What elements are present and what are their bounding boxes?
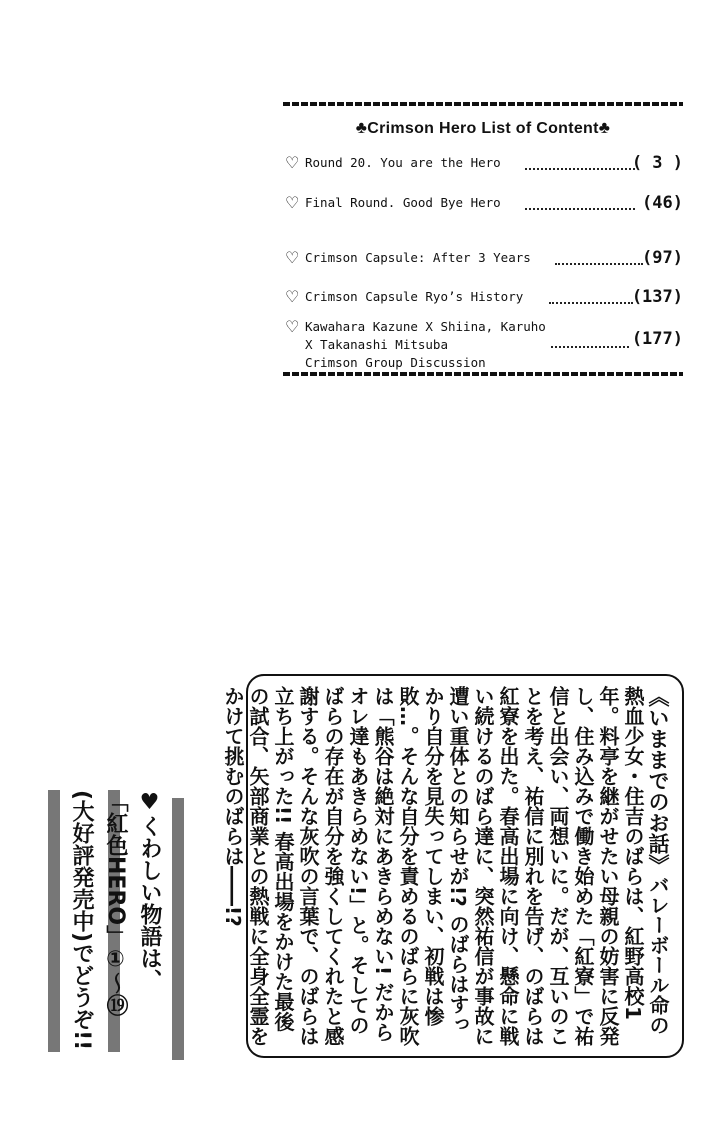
leader-dots <box>549 284 633 304</box>
leader-dots <box>555 245 643 265</box>
leader-dots <box>551 328 629 348</box>
toc-entry-title: Kawahara Kazune X Shiina, Karuho <box>305 319 546 334</box>
promo-line-2: 「紅色HERO」①〜⑲ <box>103 790 128 1017</box>
gray-bar <box>48 790 60 1052</box>
toc-entry-page: (137) <box>631 287 683 307</box>
gray-bar <box>172 798 184 1060</box>
toc-entry-page: (177) <box>631 329 683 349</box>
club-icon-left: ♣ <box>355 118 368 137</box>
toc-title-text: Crimson Hero List of Content <box>367 120 599 137</box>
story-body: バレーボール命の熱血少女・住吉のばらは、紅野高校1年。料亭を継がせたい母親の妨害に反発し、住み込みで働き始めた「紅寮」で祐信と出会い、両想いに。だが、互いのことを考え、祐信に別れを告げ、のばらは紅寮を出た。春高出場に向け、懸命に戦い続けるのばら達に、突然祐信が事故に遭い重体との知らせが!? のばらはすっかり自分を見失ってしまい、初戦は惨敗…。そんな自分を責めるのばらに灰吹は「熊谷は絶対にあきらめない! だからオレ達もあきらめない!」と。そしてのばらの存在が自分を強くしてくれたと感謝する。そんな灰吹の言葉で、のばらは立ち上がった!! 春高出場をかけた最後の試合、矢部商業との熱戦に全身全霊をかけて挑むのばらは――!? <box>221 686 670 1046</box>
toc-entry-title: Round 20. You are the Hero <box>305 155 501 170</box>
dashed-rule-top <box>283 102 683 106</box>
leader-dots <box>525 150 635 170</box>
heart-icon: ♡ <box>285 287 300 306</box>
leader-dots <box>525 190 635 210</box>
toc-entry-title: Crimson Capsule Ryo’s History <box>305 289 524 304</box>
heart-icon: ♡ <box>285 317 300 336</box>
promo-line-3: (大好評発売中)でどうぞ!! <box>69 790 94 1051</box>
dashed-rule-bottom <box>283 372 683 376</box>
toc-entry-title-line3: Crimson Group Discussion <box>305 355 486 370</box>
toc-entry-title: Final Round. Good Bye Hero <box>305 195 501 210</box>
story-heading: 《いままでのお話》 <box>646 686 670 875</box>
promo-block <box>48 790 188 1062</box>
toc-title <box>283 118 683 138</box>
story-so-far-box <box>221 674 684 1058</box>
toc-entry-page: ( 3 ) <box>631 153 683 173</box>
toc-entry-page: (97) <box>642 248 683 268</box>
heart-icon: ♡ <box>285 193 300 212</box>
heart-icon: ♡ <box>285 248 300 267</box>
toc-entry-page: (46) <box>642 193 683 213</box>
promo-line-1: ♥くわしい物語は、 <box>137 790 162 991</box>
toc-entry-title-line2: X Takanashi Mitsuba <box>305 337 448 352</box>
heart-icon: ♡ <box>285 153 300 172</box>
promo-text <box>64 790 166 1062</box>
story-text <box>220 686 670 1048</box>
club-icon-right: ♣ <box>598 118 611 137</box>
table-of-contents <box>283 96 685 381</box>
toc-entry-title: Crimson Capsule: After 3 Years <box>305 250 531 265</box>
